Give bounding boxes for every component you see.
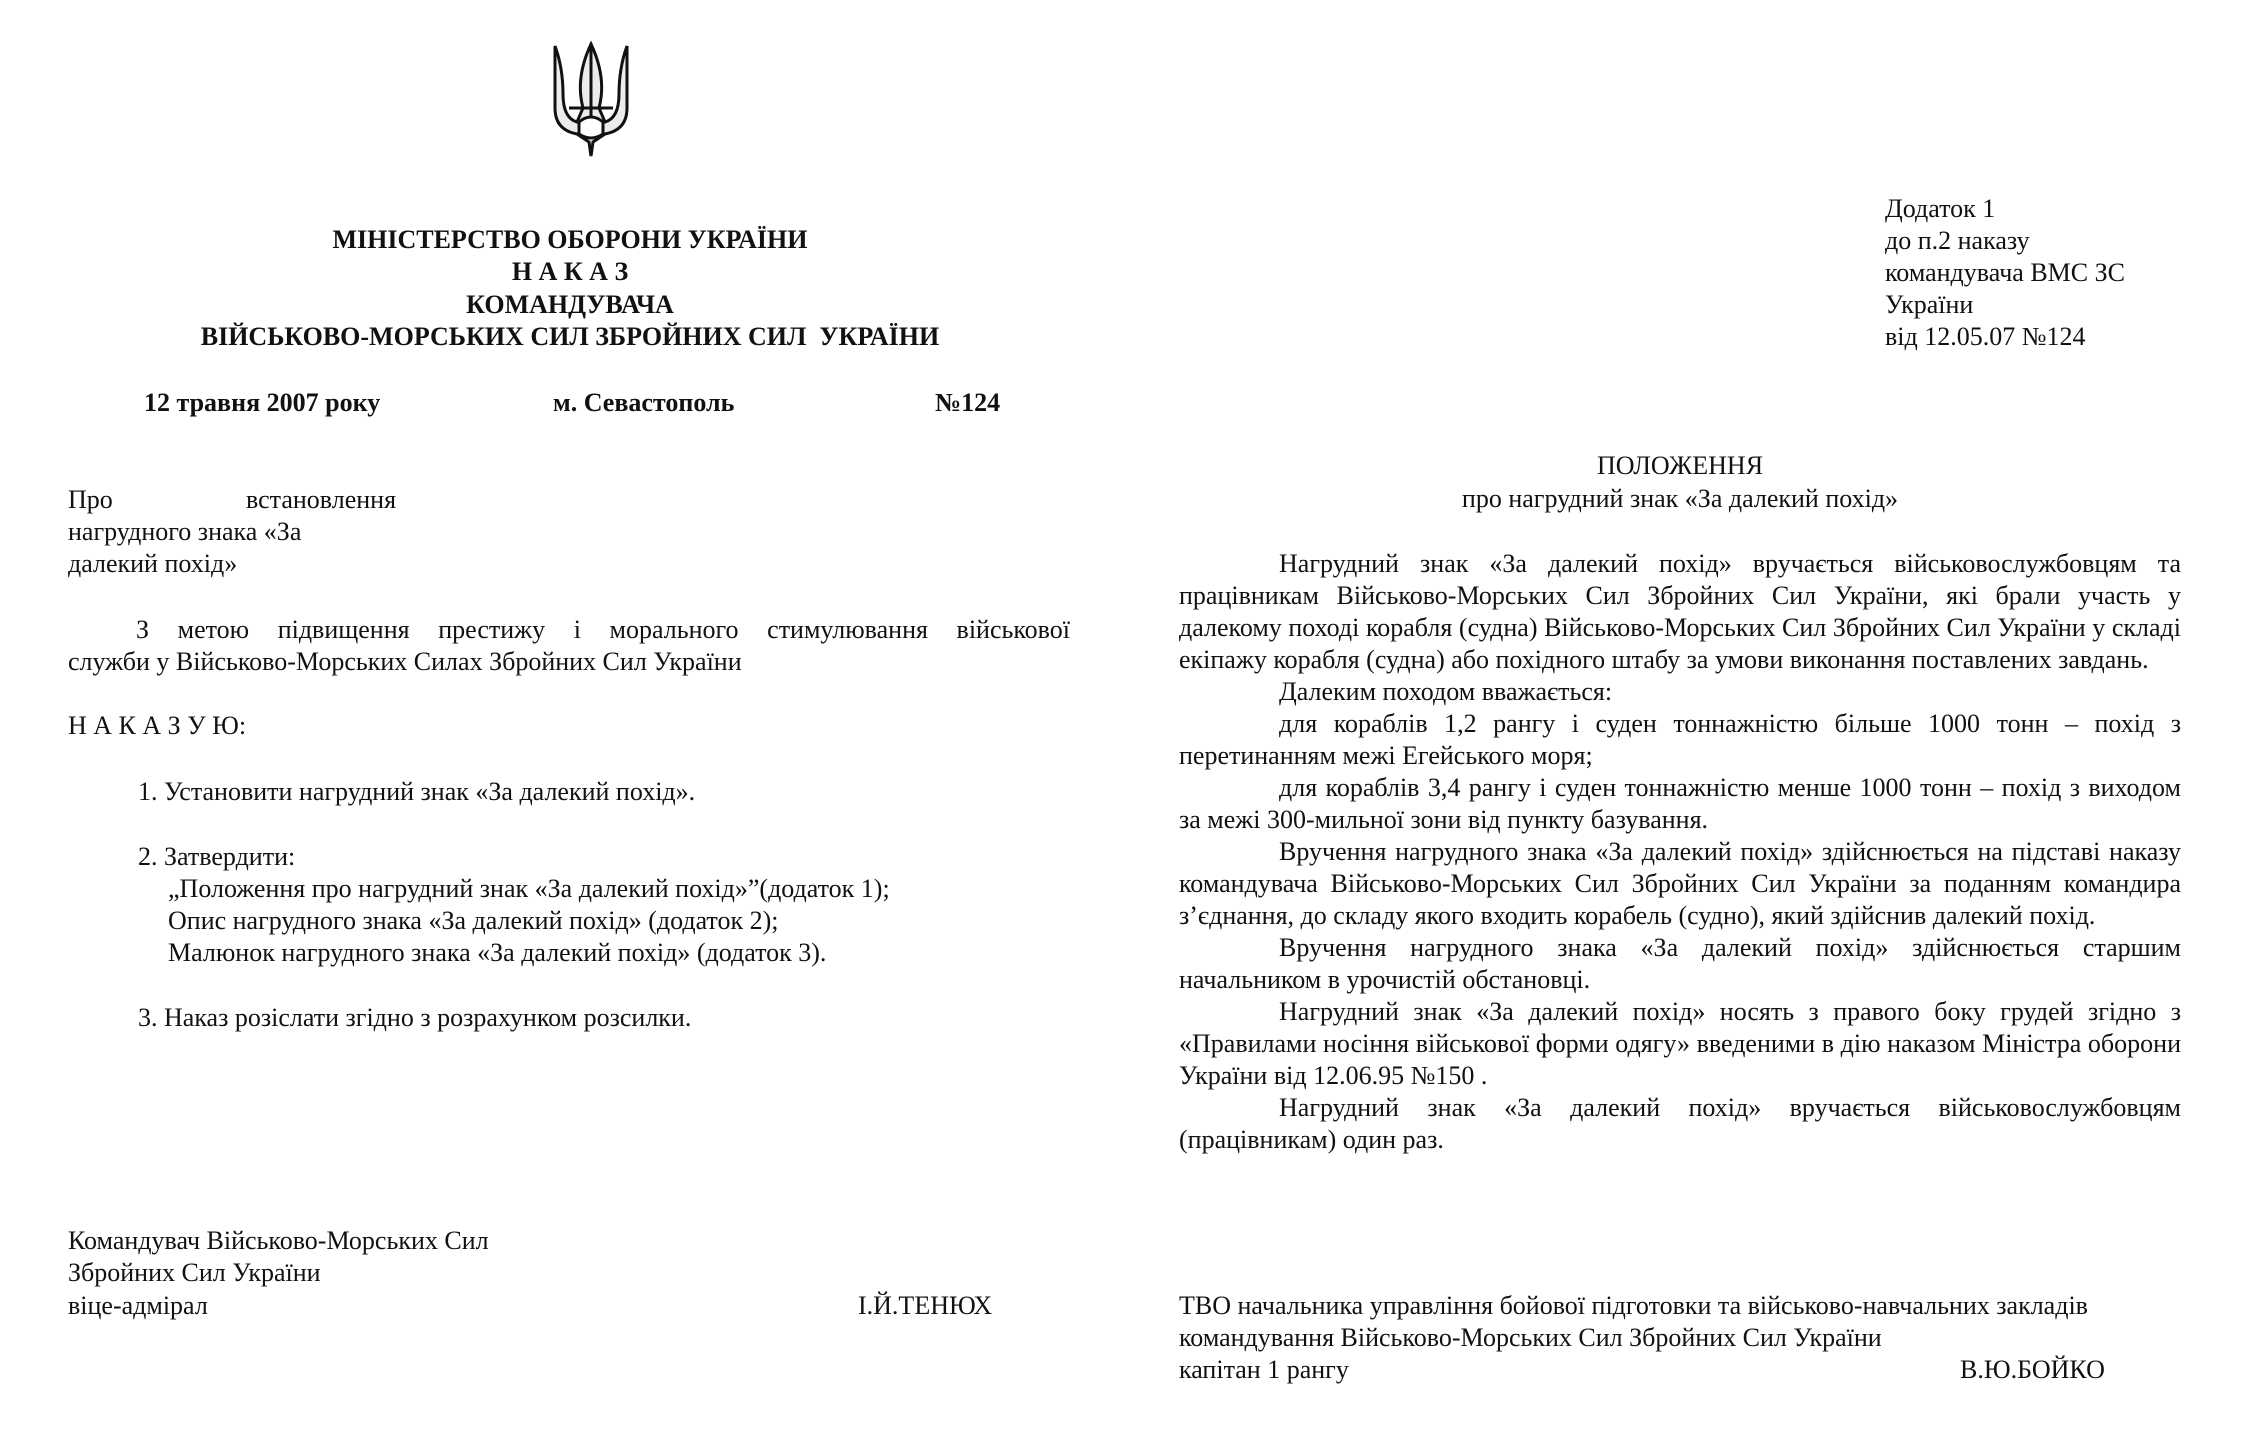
- order-date: 12 травня 2007 року: [144, 388, 381, 417]
- order-item-2-sub-3: Малюнок нагрудного знака «За далекий похід» (додаток 3).: [168, 938, 827, 967]
- regulation-subtitle: про нагрудний знак «За далекий похід»: [1461, 484, 1899, 513]
- appendix-line-4: України: [1885, 290, 1974, 319]
- subject-word-1: Про: [68, 485, 113, 514]
- signature-name: І.Й.ТЕНЮХ: [858, 1291, 993, 1320]
- subject-line-2: нагрудного знака «За: [68, 517, 302, 546]
- signature-rank: віце-адмірал: [68, 1291, 208, 1320]
- regulation-paragraph-6: Вручення нагрудного знака «За далекий похід» здійснюється старшим начальником в урочистій обстановці.: [1179, 933, 2181, 994]
- signature-title-line-1: Командувач Військово-Морських Сил: [68, 1226, 489, 1255]
- commander-heading: КОМАНДУВАЧА: [466, 290, 674, 319]
- regulation-body: [1179, 548, 2181, 1156]
- preamble-line-2: служби у Військово-Морських Силах Збройних Сил України: [68, 647, 742, 676]
- appendix-line-5: від 12.05.07 №124: [1885, 322, 2086, 351]
- order-heading: Н А К А З: [511, 257, 629, 286]
- appendix-line-2: до п.2 наказу: [1885, 226, 2030, 255]
- preamble-line-1: З метою підвищення престижу і морального стимулювання військової: [136, 615, 1070, 644]
- order-city: м. Севастополь: [553, 388, 735, 417]
- regulation-paragraph-5: Вручення нагрудного знака «За далекий похід» здійснюється на підставі наказу командувача Військово-Морських Сил Збройних Сил України за поданням командира з’єднання, до складу якого входить корабель (судно), який здійснив далекий похід.: [1179, 837, 2181, 930]
- order-word: Н А К А З У Ю:: [68, 711, 247, 740]
- order-item-2-sub-2: Опис нагрудного знака «За далекий похід» (додаток 2);: [168, 906, 779, 935]
- regulation-paragraph-3: для кораблів 1,2 рангу і суден тоннажністю більше 1000 тонн – похід з перетинанням межі Егейського моря;: [1179, 709, 2181, 770]
- forces-heading: ВІЙСЬКОВО-МОРСЬКИХ СИЛ ЗБРОЙНИХ СИЛ УКРАЇНИ: [200, 322, 940, 351]
- order-item-1: 1. Установити нагрудний знак «За далекий похід».: [138, 777, 696, 806]
- order-item-2-title: 2. Затвердити:: [138, 842, 296, 871]
- appendix-line-1: Додаток 1: [1885, 194, 1996, 223]
- order-item-2-sub-1: „Положення про нагрудний знак «За далекий похід»”(додаток 1);: [168, 874, 890, 903]
- order-item-3: 3. Наказ розіслати згідно з розрахунком розсилки.: [138, 1003, 692, 1032]
- trident-emblem-icon: [549, 38, 633, 160]
- subject-word-2: встановлення: [246, 485, 397, 514]
- subject-line-3: далекий похід»: [68, 549, 238, 578]
- order-number: №124: [935, 388, 1001, 417]
- appendix-line-3: командувача ВМС ЗС: [1885, 258, 2125, 287]
- regulation-signature-line-1: ТВО начальника управління бойової підготовки та військово-навчальних закладів: [1179, 1291, 2088, 1320]
- regulation-signature-rank: капітан 1 рангу: [1179, 1355, 1349, 1384]
- signature-title-line-2: Збройних Сил України: [68, 1258, 321, 1287]
- regulation-paragraph-4: для кораблів 3,4 рангу і суден тоннажністю менше 1000 тонн – похід з виходом за межі 300-мильної зони від пункту базування.: [1179, 773, 2181, 834]
- regulation-title: ПОЛОЖЕННЯ: [1596, 451, 1764, 480]
- regulation-signature-line-2: командування Військово-Морських Сил Збройних Сил України: [1179, 1323, 1882, 1352]
- regulation-paragraph-2: Далеким походом вважається:: [1279, 677, 1613, 706]
- regulation-paragraph-1: Нагрудний знак «За далекий похід» вручається військовослужбовцям та працівникам Військово-Морських Сил Збройних Сил України, які брали участь у далекому поході корабля (судна) Військово-Морських Сил Збройних Сил України у складі екіпажу корабля (судна) або похідного штабу за умови виконання поставлених завдань.: [1179, 549, 2181, 674]
- regulation-paragraph-7: Нагрудний знак «За далекий похід» носять з правого боку грудей згідно з «Правилами носіння військової форми одягу» введеними в дію наказом Міністра оборони України від 12.06.95 №150 .: [1179, 997, 2181, 1090]
- regulation-paragraph-8: Нагрудний знак «За далекий похід» вручається військовослужбовцям (працівникам) один раз.: [1179, 1093, 2181, 1154]
- ministry-heading: МІНІСТЕРСТВО ОБОРОНИ УКРАЇНИ: [332, 225, 808, 254]
- regulation-signature-name: В.Ю.БОЙКО: [1960, 1355, 2105, 1384]
